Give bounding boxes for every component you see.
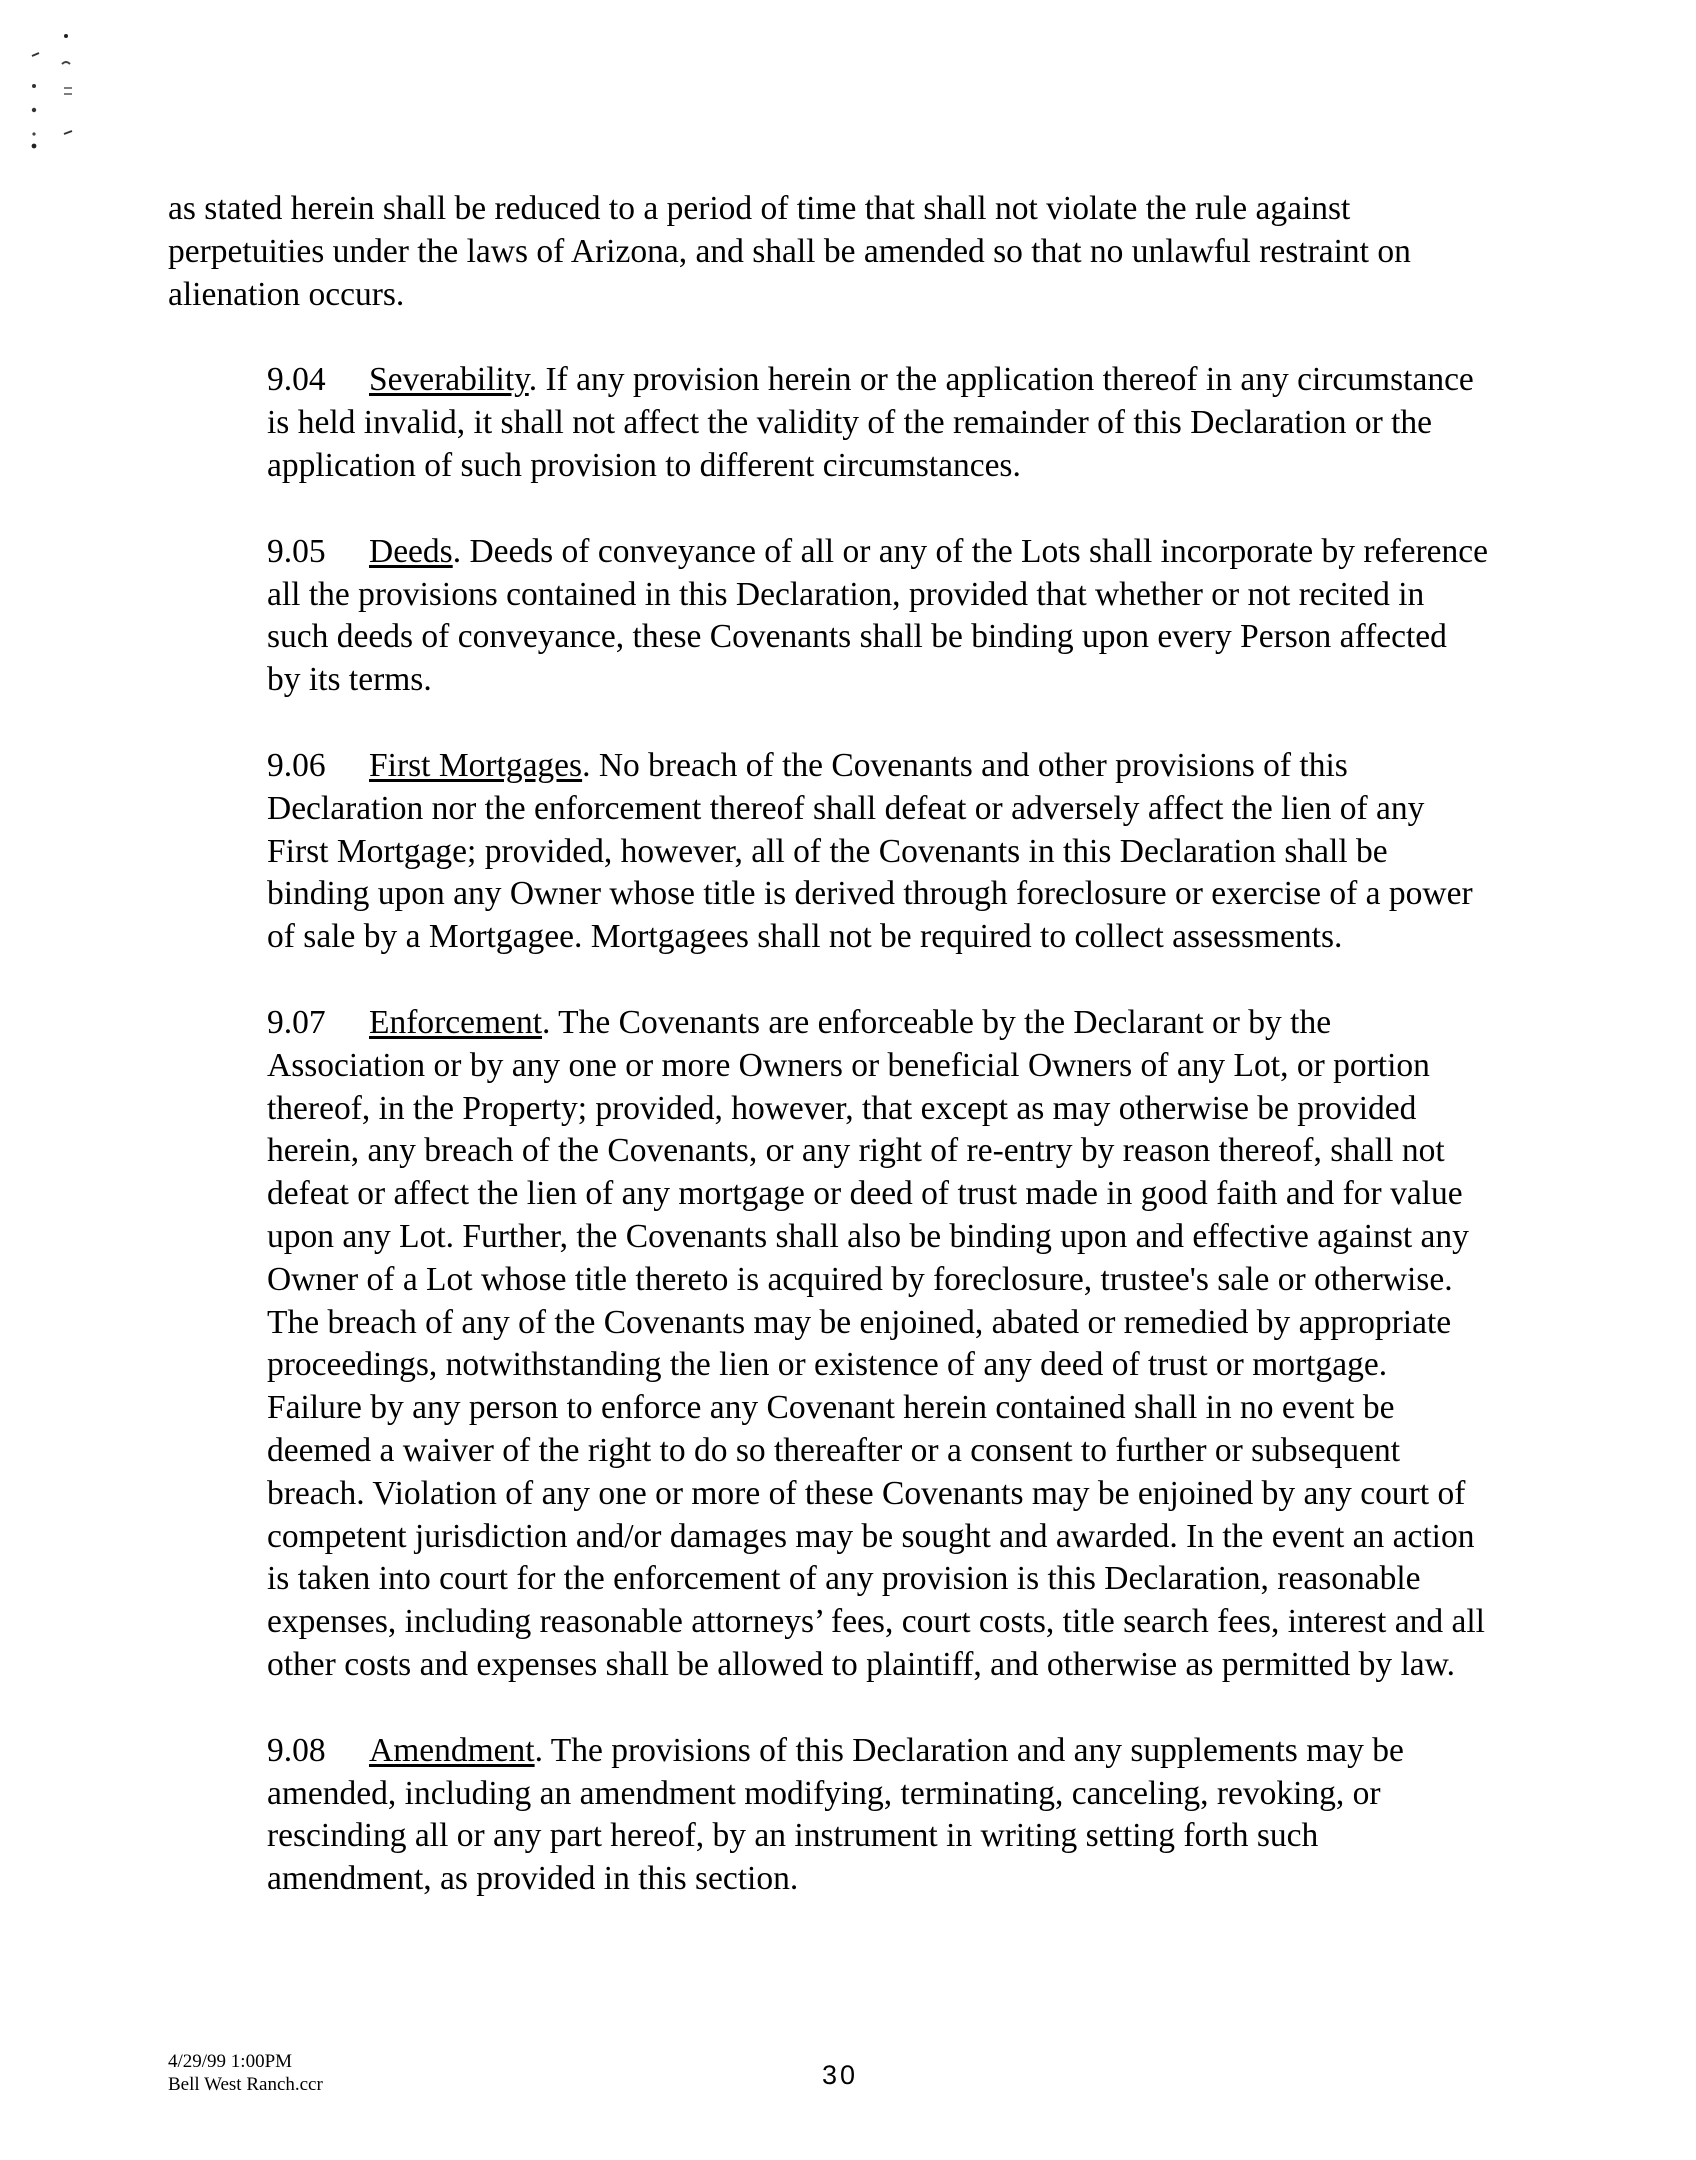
footer-meta bbox=[168, 2050, 323, 2096]
footer-timestamp: 4/29/99 1:00PM bbox=[168, 2051, 293, 2072]
section-number: 9.07 bbox=[267, 1003, 326, 1041]
section-9-07 bbox=[168, 1002, 1488, 1687]
footer-filename: Bell West Ranch.ccr bbox=[168, 2074, 323, 2095]
section-9-06 bbox=[168, 745, 1488, 959]
section-title: Amendment bbox=[369, 1731, 535, 1769]
section-title: Enforcement bbox=[369, 1003, 542, 1041]
section-title: Deeds bbox=[369, 532, 453, 570]
section-9-08 bbox=[168, 1730, 1488, 1901]
section-text: . If any provision herein or the application thereof in any circumstance is held invalid, it shall not affect the validity of the remainder of this Declaration or the application of such provision to different circumstances. bbox=[267, 361, 1474, 484]
section-number: 9.08 bbox=[267, 1731, 326, 1769]
continuation-paragraph: as stated herein shall be reduced to a period of time that shall not violate the rule against perpetuities under the laws of Arizona, and shall be amended so that no unlawful restraint on alienation occurs. bbox=[168, 190, 1411, 313]
section-9-04 bbox=[168, 359, 1488, 487]
section-text: . No breach of the Covenants and other provisions of this Declaration nor the enforcement thereof shall defeat or adversely affect the lien of any First Mortgage; provided, however, all of the Covenants in this Declaration shall be binding upon any Owner whose title is derived through foreclosure or exercise of a power of sale by a Mortgagee. Mortgagees shall not be required to collect assessments. bbox=[267, 746, 1473, 956]
section-text: . Deeds of conveyance of all or any of the Lots shall incorporate by reference all the provisions contained in this Declaration, provided that whether or not recited in such deeds of conveyance, these Covenants shall be binding upon every Person affected by its terms. bbox=[267, 532, 1488, 699]
scan-artifact-marks bbox=[22, 30, 82, 170]
section-title: First Mortgages bbox=[369, 746, 583, 784]
section-number: 9.05 bbox=[267, 532, 326, 570]
section-title: Severability bbox=[369, 361, 529, 399]
section-text: . The Covenants are enforceable by the Declarant or by the Association or by any one or more Owners or beneficial Owners of any Lot, or portion thereof, in the Property; provided, however, that except as may otherwise be provided herein, any breach of the Covenants, or any right of re-entry by reason thereof, shall not defeat or affect the lien of any mortgage or deed of trust made in good faith and for value upon any Lot. Further, the Covenants shall also be binding upon and effective against any Owner of a Lot whose title thereto is acquired by foreclosure, trustee's sale or otherwise. The breach of any of the Covenants may be enjoined, abated or remedied by appropriate proceedings, notwithstanding the lien or existence of any deed of trust or mortgage. Failure by any person to enforce any Covenant herein contained shall in no event be deemed a waiver of the right to do so thereafter or a consent to further or subsequent breach. Violation of any one or more of these Covenants may be enjoined by any court of competent jurisdiction and/or damages may be sought and awarded. In the event an action is taken into court for the enforcement of any provision is this Declaration, reasonable expenses, including reasonable attorneys’ fees, court costs, title search fees, interest and all other costs and expenses shall be allowed to plaintiff, and otherwise as permitted by law. bbox=[267, 1003, 1485, 1683]
section-9-05 bbox=[168, 531, 1488, 702]
document-body bbox=[168, 188, 1488, 1944]
section-number: 9.04 bbox=[267, 361, 326, 399]
section-text: . The provisions of this Declaration and any supplements may be amended, including an amendment modifying, terminating, canceling, revoking, or rescinding all or any part hereof, by an instrument in writing setting forth such amendment, as provided in this section. bbox=[267, 1731, 1404, 1898]
section-number: 9.06 bbox=[267, 746, 326, 784]
page-number: 30 bbox=[821, 2060, 859, 2090]
